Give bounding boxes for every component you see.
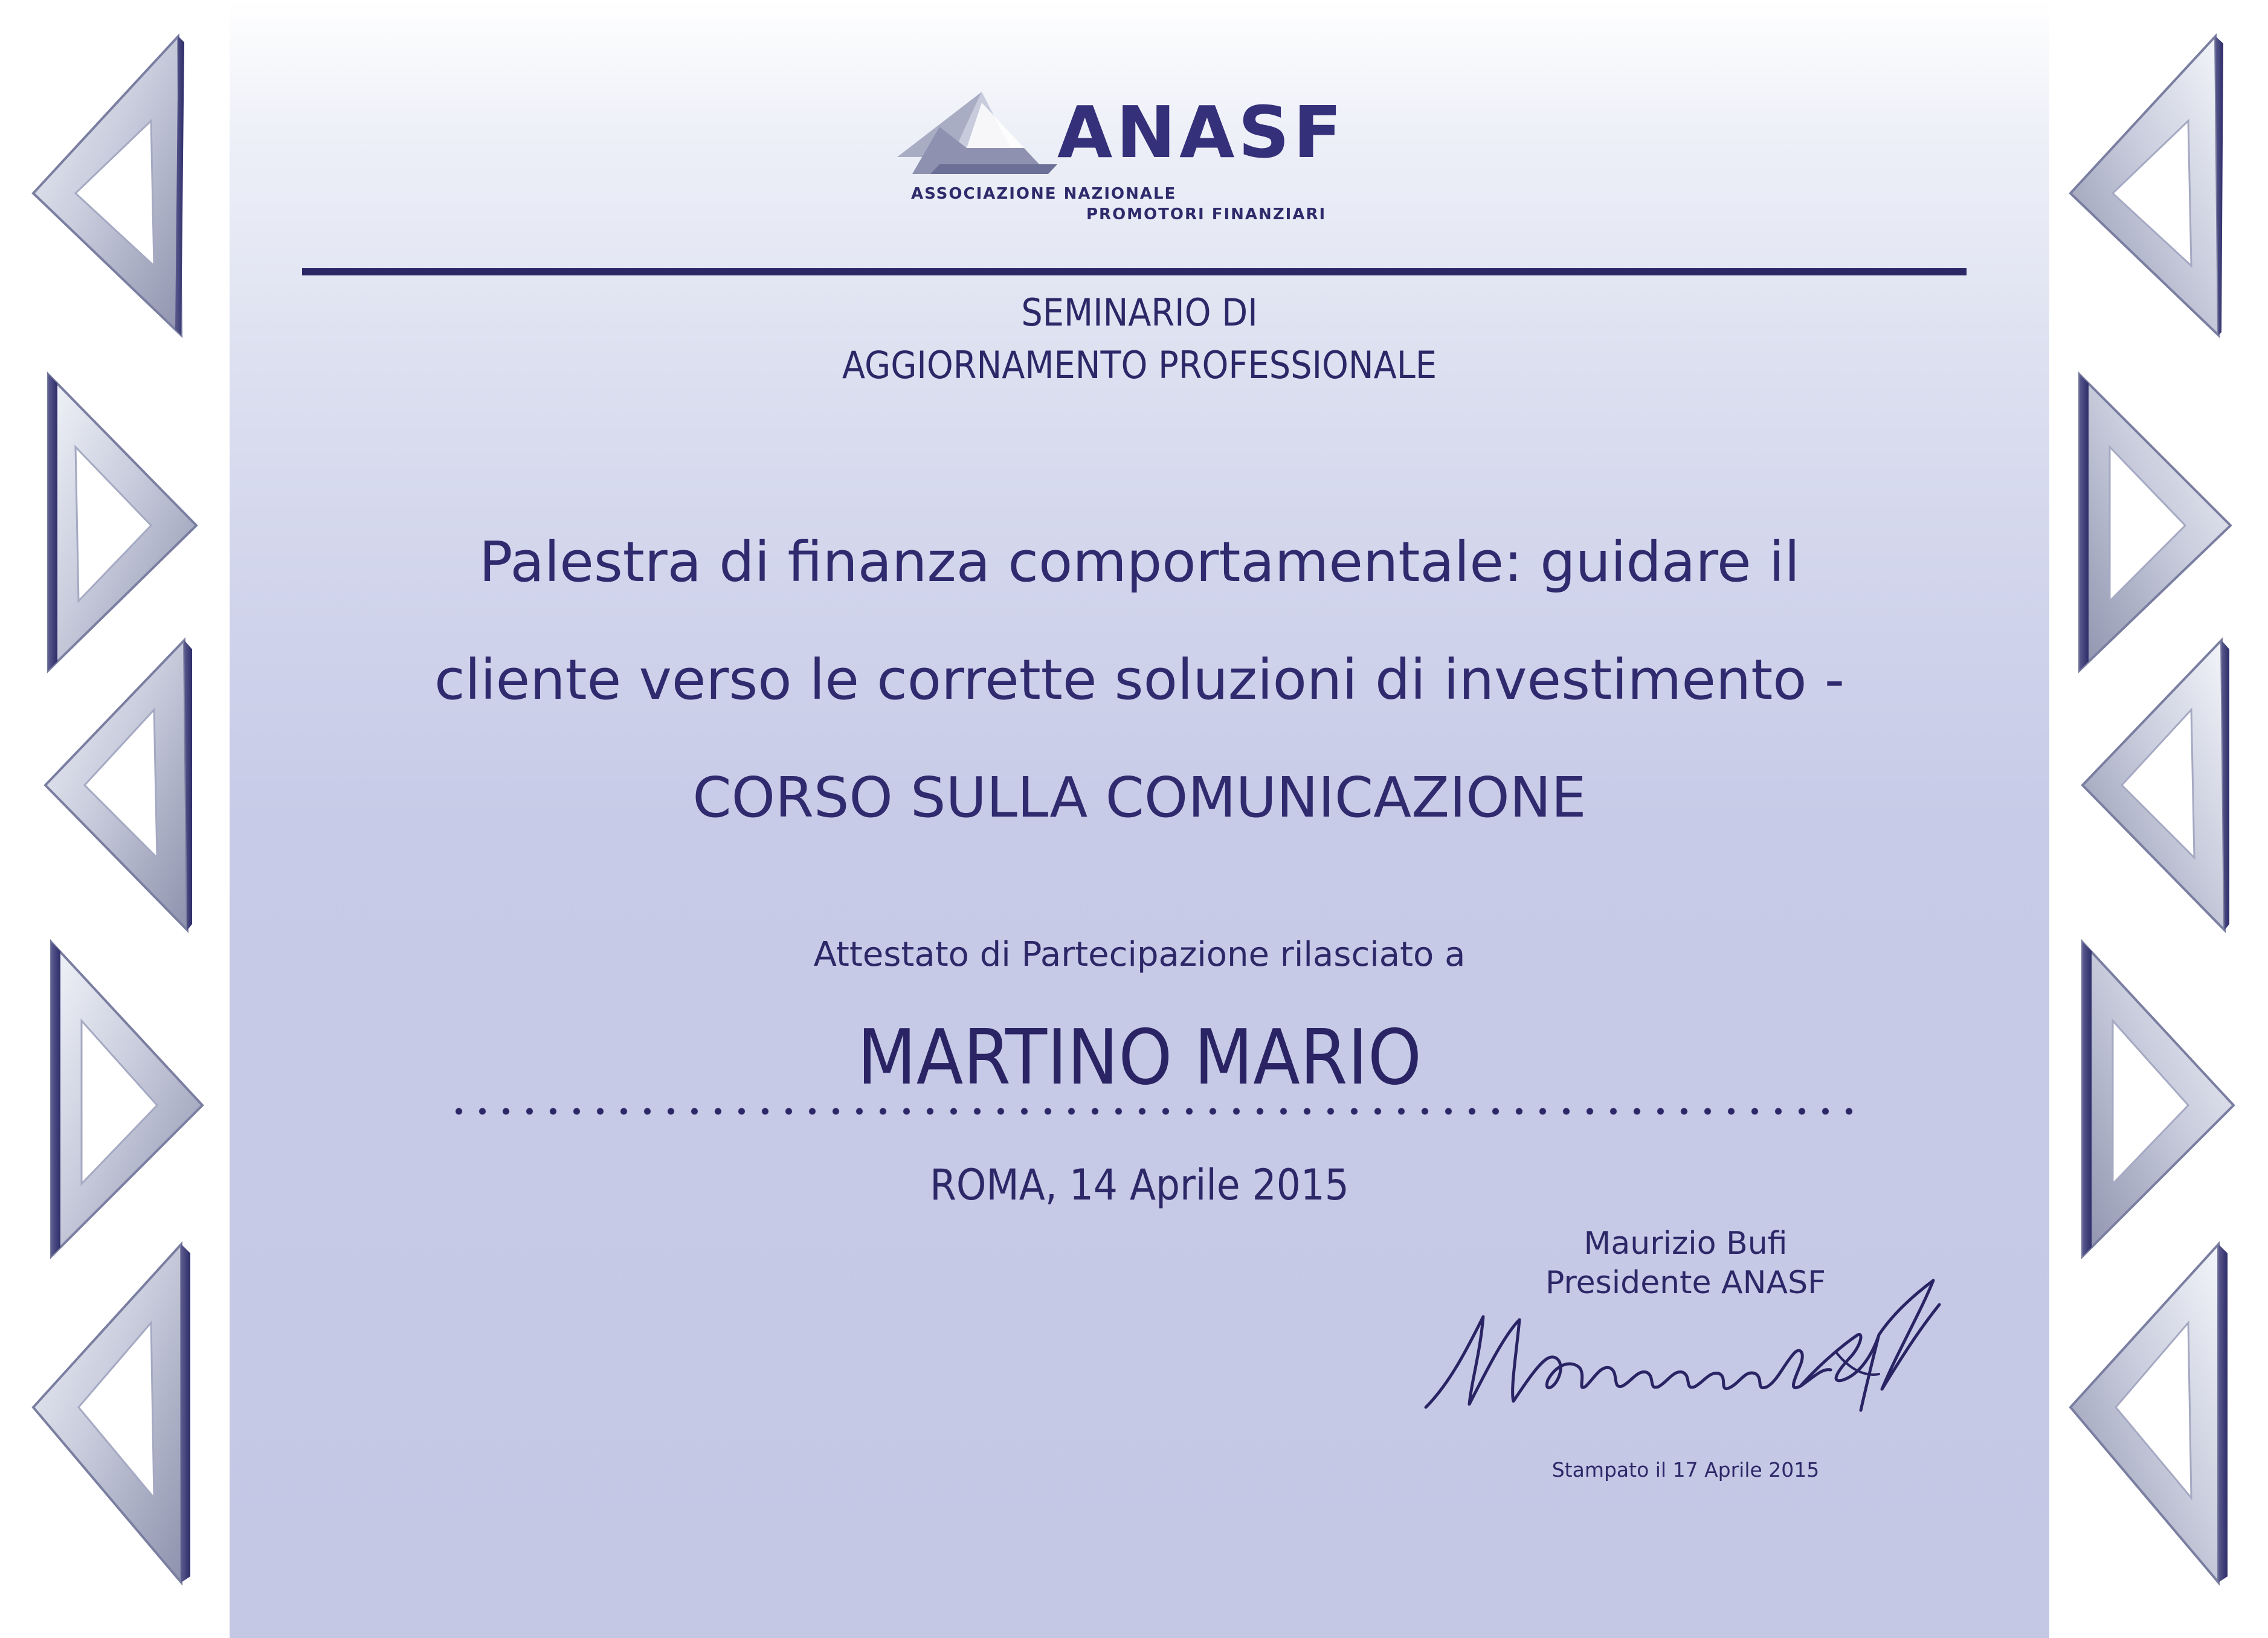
left-triangle-border	[0, 0, 230, 1638]
handwritten-signature	[1414, 1262, 1957, 1419]
seminar-heading-line2: AGGIORNAMENTO PROFESSIONALE	[842, 343, 1437, 387]
anasf-logo	[894, 91, 1365, 230]
signatory-role: Presidente ANASF	[1545, 1265, 1826, 1301]
logo-subtitle-line1: ASSOCIAZIONE NAZIONALE	[911, 185, 1177, 203]
seminar-heading-line1: SEMINARIO DI	[1021, 291, 1258, 335]
right-triangle-border	[2049, 0, 2268, 1638]
course-title-line3: CORSO SULLA COMUNICAZIONE	[692, 765, 1587, 830]
triangle-logo-icon	[894, 91, 1069, 181]
course-title-line1: Palestra di finanza comportamentale: guidare il	[478, 530, 1800, 594]
logo-subtitle-line2: PROMOTORI FINANZIARI	[1086, 205, 1327, 223]
place-date: ROMA, 14 Aprile 2015	[930, 1160, 1349, 1210]
triangle-border-icon	[2070, 36, 2234, 1582]
issued-to-label: Attestato di Partecipazione rilasciato a	[813, 935, 1466, 974]
printed-note: Stampato il 17 Aprile 2015	[1551, 1458, 1820, 1482]
signatory-name: Maurizio Bufi	[1583, 1225, 1788, 1262]
header-rule	[302, 268, 1967, 275]
dotted-line	[447, 1105, 1861, 1117]
logo-wordmark: ANASF	[1057, 91, 1345, 174]
recipient-name: MARTINO MARIO	[857, 1013, 1422, 1102]
triangle-border-icon	[33, 36, 202, 1582]
course-title-line2: cliente verso le corrette soluzioni di investimento -	[434, 647, 1845, 712]
